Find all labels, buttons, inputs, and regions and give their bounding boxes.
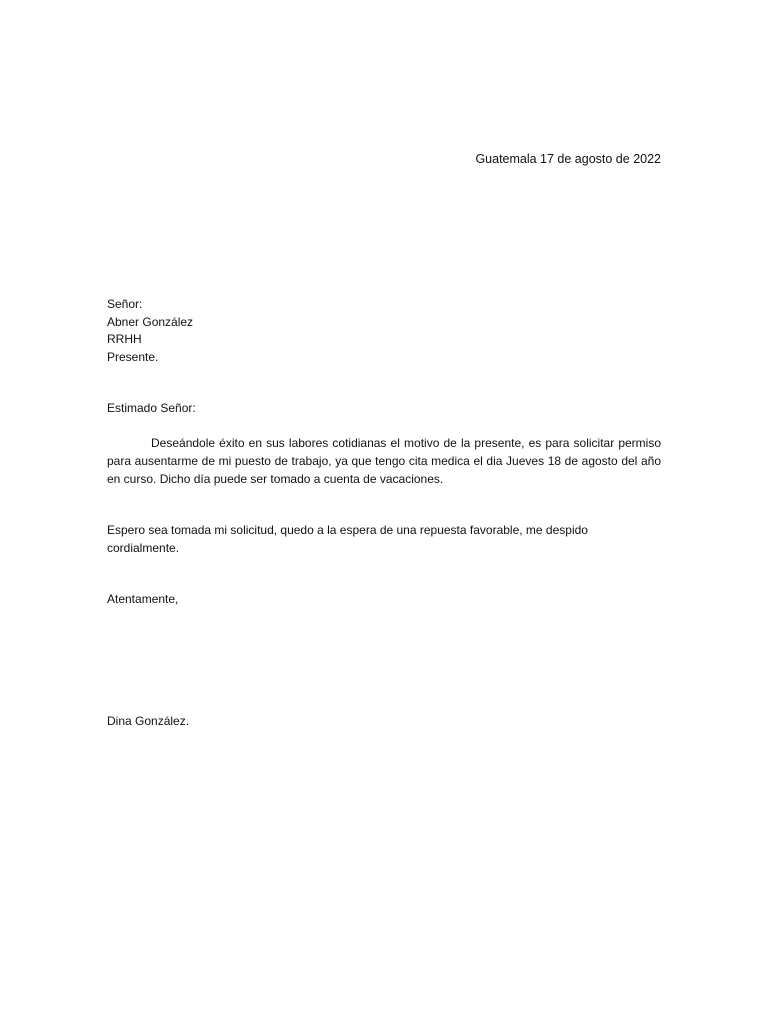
- body-paragraph: Deseándole éxito en sus labores cotidianas el motivo de la presente, es para solicitar permiso para ausentarme de mi puesto de trabajo, ya que tengo cita medica el dia Jueves 18 de agosto del año en curso. Dicho día puede ser tomado a cuenta de vacaciones.: [107, 436, 661, 486]
- recipient-block: [107, 296, 193, 366]
- closing-paragraph: Espero sea tomada mi solicitud, quedo a la espera de una repuesta favorable, me despido cordialmente.: [107, 523, 588, 555]
- recipient-department: RRHH: [107, 332, 142, 346]
- date-line: Guatemala 17 de agosto de 2022: [475, 152, 661, 166]
- recipient-name: Abner González: [107, 314, 194, 329]
- recipient-presente: Presente.: [107, 349, 159, 364]
- signature-name: Dina González.: [107, 714, 190, 728]
- salutation: Estimado Señor:: [107, 401, 196, 415]
- valediction: Atentamente,: [107, 592, 179, 606]
- recipient-title: Señor:: [107, 297, 143, 311]
